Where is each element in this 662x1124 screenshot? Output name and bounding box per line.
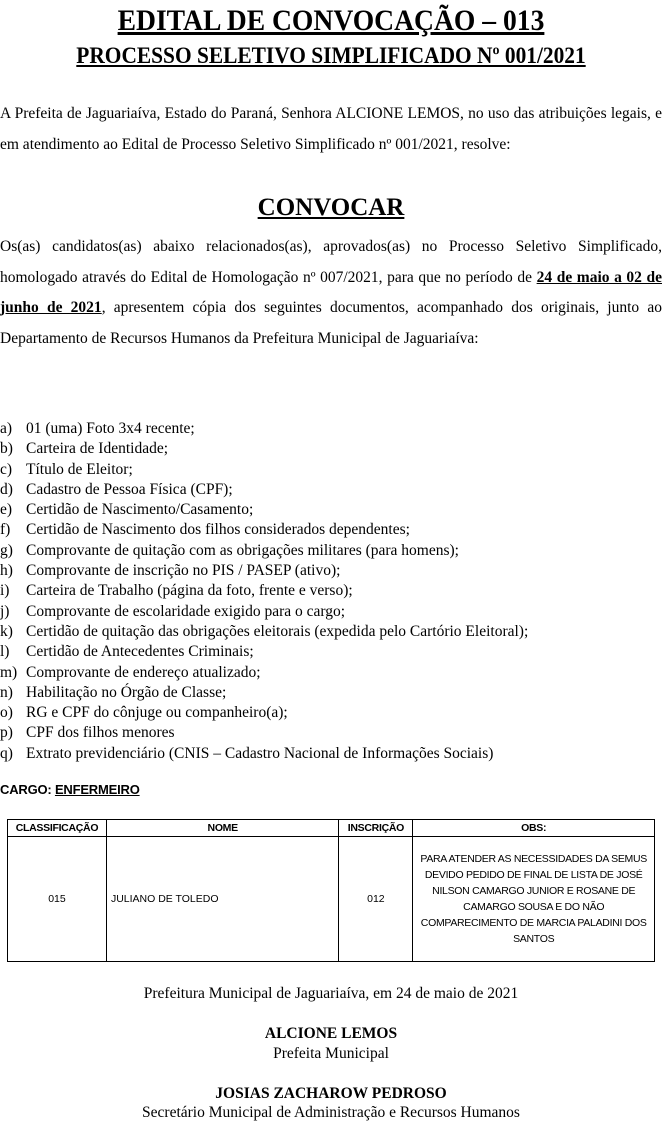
document-text: RG e CPF do cônjuge ou companheiro(a);: [26, 704, 288, 722]
document-letter: n): [0, 683, 13, 701]
document-letter: f): [0, 521, 11, 539]
document-subtitle: PROCESSO SELETIVO SIMPLIFICADO Nº 001/2021: [76, 43, 586, 68]
header-nome: NOME: [106, 820, 338, 837]
document-item: [0, 520, 662, 540]
document-text: Certidão de Nascimento/Casamento;: [26, 501, 254, 519]
document-letter: q): [0, 744, 13, 762]
table-header-row: [8, 820, 655, 837]
document-item: [0, 723, 662, 743]
candidates-table: [7, 819, 655, 962]
table-row: [8, 837, 655, 962]
convocation-text-before: Os(as) candidatos(as) abaixo relacionados(as), aprovados(as) no Processo Seletivo Simplificado, homologado através do Edital de Homologação nº 007/2021, para que no período de: [0, 238, 662, 286]
document-item: [0, 561, 662, 581]
document-item: [0, 500, 662, 520]
document-letter: b): [0, 440, 13, 458]
document-text: Comprovante de inscrição no PIS / PASEP (ativo);: [26, 562, 341, 580]
document-item: [0, 663, 662, 683]
header-obs: OBS:: [413, 820, 655, 837]
document-text: Habilitação no Órgão de Classe;: [26, 683, 227, 701]
document-letter: e): [0, 501, 13, 519]
signer1-name: ALCIONE LEMOS: [264, 1025, 398, 1042]
document-item: [0, 744, 662, 764]
cell-obs: PARA ATENDER AS NECESSIDADES DA SEMUS DEVIDO PEDIDO DE FINAL DE LISTA DE JOSÉ NILSON CAMARGO JUNIOR E ROSANE DE CAMARGO SOUSA E DO NÃO COMPARECIMENTO DE MARCIA PALADINI DOS SANTOS: [413, 837, 655, 962]
document-text: Certidão de quitação das obrigações eleitorais (expedida pelo Cartório Eleitoral);: [26, 622, 529, 640]
document-text: Certidão de Antecedentes Criminais;: [26, 643, 254, 661]
document-text: Comprovante de quitação com as obrigações militares (para homens);: [26, 541, 459, 559]
document-item: [0, 602, 662, 622]
document-letter: m): [0, 663, 18, 681]
document-text: 01 (uma) Foto 3x4 recente;: [26, 420, 195, 437]
document-letter: o): [0, 704, 13, 722]
document-title: EDITAL DE CONVOCAÇÃO – 013: [117, 4, 545, 37]
document-letter: l): [0, 643, 10, 661]
intro-section: [0, 98, 662, 160]
document-item: [0, 581, 662, 601]
header-classificacao: CLASSIFICAÇÃO: [8, 820, 107, 837]
document-item: [0, 683, 662, 703]
document-item: [0, 460, 662, 480]
document-text: Cadastro de Pessoa Física (CPF);: [26, 480, 233, 498]
document-text: Título de Eleitor;: [26, 460, 133, 478]
document-item: [0, 480, 662, 500]
cell-inscricao: 012: [339, 837, 413, 962]
convocar-heading: CONVOCAR: [257, 194, 405, 221]
signer2-name: JOSIAS ZACHAROW PEDROSO: [215, 1085, 447, 1102]
document-item: [0, 419, 662, 439]
document-item: [0, 642, 662, 662]
document-letter: p): [0, 724, 13, 742]
document-letter: j): [0, 602, 10, 620]
cargo-line: [0, 781, 140, 799]
submission-period: 24 de maio a 02 de junho de 2021: [0, 268, 662, 316]
document-letter: c): [0, 460, 13, 478]
cargo-label: CARGO:: [0, 782, 55, 797]
document-text: Carteira de Identidade;: [26, 440, 169, 458]
document-text: Extrato previdenciário (CNIS – Cadastro Nacional de Informações Sociais): [26, 744, 494, 762]
document-letter: a): [0, 420, 13, 437]
cell-classificacao: 015: [8, 837, 107, 962]
signer2-title: Secretário Municipal de Administração e Recursos Humanos: [142, 1104, 520, 1121]
convocation-paragraph: [0, 232, 662, 354]
place-date: Prefeitura Municipal de Jaguariaíva, em 24 de maio de 2021: [143, 985, 519, 1002]
document-item: [0, 703, 662, 723]
document-item: [0, 541, 662, 561]
intro-paragraph: A Prefeita de Jaguariaíva, Estado do Paraná, Senhora ALCIONE LEMOS, no uso das atribuições legais, e em atendimento ao Edital de Processo Seletivo Simplificado nº 001/2021, resolve:: [0, 105, 662, 153]
document-letter: i): [0, 582, 10, 600]
document-item: [0, 622, 662, 642]
cell-nome: JULIANO DE TOLEDO: [106, 837, 338, 962]
document-letter: d): [0, 480, 13, 498]
cargo-value: ENFERMEIRO: [54, 782, 140, 797]
signer1-title: Prefeita Municipal: [273, 1045, 389, 1062]
document-text: Certidão de Nascimento dos filhos considerados dependentes;: [26, 521, 410, 539]
document-letter: k): [0, 622, 13, 640]
header-inscricao: INSCRIÇÃO: [339, 820, 413, 837]
document-text: Comprovante de endereço atualizado;: [26, 663, 261, 681]
document-text: Carteira de Trabalho (página da foto, frente e verso);: [26, 582, 353, 600]
document-text: CPF dos filhos menores: [26, 724, 175, 742]
document-item: [0, 439, 662, 459]
document-letter: h): [0, 562, 13, 580]
required-documents-list: [0, 419, 662, 764]
document-text: Comprovante de escolaridade exigido para o cargo;: [26, 602, 346, 620]
document-letter: g): [0, 541, 13, 559]
convocation-text-after: , apresentem cópia dos seguintes documentos, acompanhado dos originais, junto ao Departamento de Recursos Humanos da Prefeitura Municipal de Jaguariaíva:: [0, 299, 662, 347]
convocation-body: [0, 232, 662, 354]
